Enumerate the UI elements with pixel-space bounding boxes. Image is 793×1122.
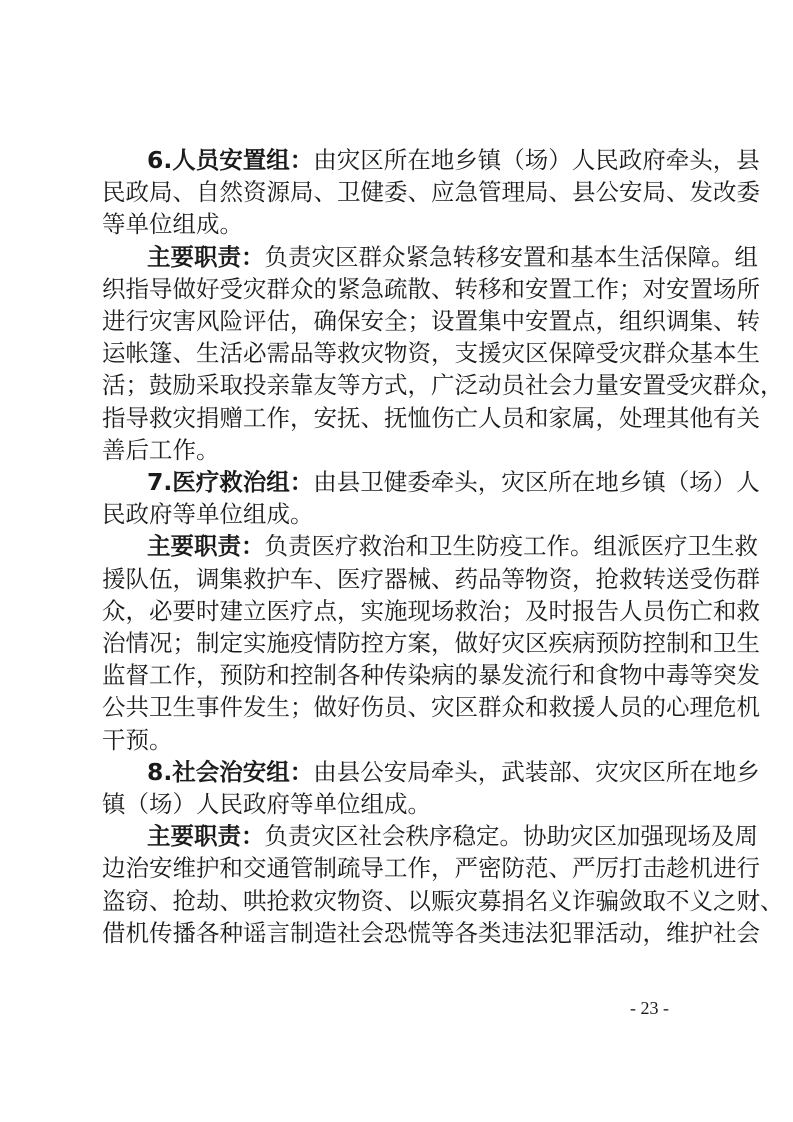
section-heading: 主要职责：	[147, 532, 265, 561]
paragraph-first-line	[147, 467, 760, 497]
paragraph-line: 干预。	[102, 725, 173, 754]
paragraph-first-line	[147, 531, 758, 561]
paragraph-line: 民政府等单位组成。	[102, 500, 314, 529]
paragraph-line: 织指导做好受灾群众的紧急疏散、转移和安置工作；对安置场所	[102, 274, 760, 303]
paragraph-line: 借机传播各种谣言制造社会恐慌等各类违法犯罪活动，维护社会	[102, 918, 760, 947]
paragraph-first-line	[147, 757, 760, 787]
paragraph-text: 由灾区所在地乡镇（场）人民政府牵头，县	[313, 146, 760, 174]
paragraph-line: 运帐篷、生活必需品等救灾物资，支援灾区保障受灾群众基本生	[102, 339, 760, 368]
paragraph-line: 公共卫生事件发生；做好伤员、灾区群众和救援人员的心理危机	[102, 693, 760, 722]
section-heading: 8.社会治安组：	[147, 757, 314, 786]
paragraph-line: 边治安维护和交通管制疏导工作，严密防范、严厉打击趁机进行	[102, 854, 760, 883]
paragraph-first-line	[147, 242, 758, 272]
paragraph-text: 负责灾区社会秩序稳定。协助灾区加强现场及周	[264, 822, 758, 851]
paragraph-line: 监督工作，预防和控制各种传染病的暴发流行和食物中毒等突发	[102, 661, 760, 690]
paragraph-line: 活；鼓励采取投亲靠友等方式，广泛动员社会力量安置受灾群众，	[102, 371, 784, 400]
paragraph-line: 进行灾害风险评估，确保安全；设置集中安置点，组织调集、转	[102, 307, 760, 335]
paragraph-text: 负责灾区群众紧急转移安置和基本生活保障。组	[264, 242, 758, 271]
section-heading: 7.医疗救治组：	[147, 468, 314, 496]
paragraph-first-line	[147, 821, 758, 851]
paragraph-text: 由县公安局牵头，武装部、灾灾区所在地乡	[313, 757, 760, 786]
paragraph-line: 援队伍，调集救护车、医疗器械、药品等物资，抢救转送受伤群	[102, 564, 760, 593]
paragraph-line: 治情况；制定实施疫情防控方案，做好灾区疾病预防控制和卫生	[102, 629, 760, 657]
paragraph-first-line	[147, 145, 760, 175]
paragraph-line: 镇（场）人民政府等单位组成。	[102, 790, 431, 818]
paragraph-line: 等单位组成。	[102, 210, 243, 239]
section-heading: 主要职责：	[147, 242, 265, 271]
paragraph-text: 由县卫健委牵头，灾区所在地乡镇（场）人	[313, 468, 760, 496]
paragraph-line: 盗窃、抢劫、哄抢救灾物资、以赈灾募捐名义诈骗敛取不义之财、	[102, 886, 784, 915]
section-heading: 6.人员安置组：	[147, 146, 314, 174]
paragraph-text: 负责医疗救治和卫生防疫工作。组派医疗卫生救	[264, 532, 758, 561]
page-number: - 23 -	[630, 998, 669, 1018]
paragraph-line: 指导救灾捐赠工作，安抚、抚恤伤亡人员和家属，处理其他有关	[102, 403, 760, 432]
paragraph-line: 民政局、自然资源局、卫健委、应急管理局、县公安局、发改委	[102, 178, 760, 207]
paragraph-line: 众，必要时建立医疗点，实施现场救治；及时报告人员伤亡和救	[102, 596, 760, 625]
section-heading: 主要职责：	[147, 822, 265, 851]
paragraph-line: 善后工作。	[102, 435, 220, 464]
